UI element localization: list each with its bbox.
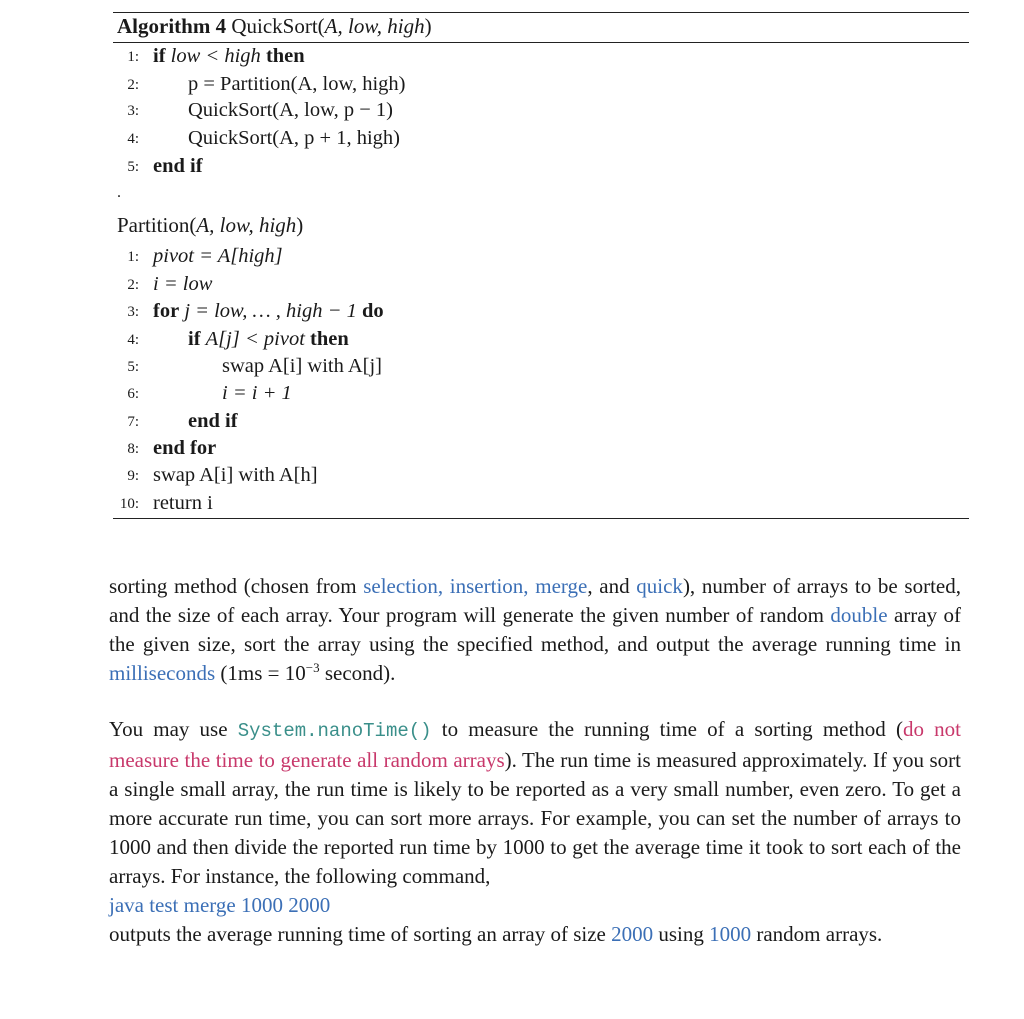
keyword: for — [153, 300, 180, 322]
line-number: 5: — [127, 159, 139, 175]
code-line: return i — [153, 492, 213, 514]
algorithm-args: A, low, high — [324, 14, 425, 38]
text-run: (1ms = 10 — [215, 661, 306, 685]
text-run: outputs the average running time of sorting an array of size — [109, 922, 612, 946]
keyword: end for — [153, 437, 217, 459]
line-number: 6: — [127, 386, 139, 402]
algorithm-header-rule — [113, 42, 969, 43]
line-number: 9: — [127, 468, 139, 484]
text-run: to measure the running time of a sorting method ( — [431, 717, 903, 741]
code-line: QuickSort(A, p + 1, high) — [188, 127, 400, 149]
line-number: 10: — [119, 496, 139, 512]
algorithm-bottom-rule — [113, 518, 969, 519]
paragraph-timing — [109, 715, 961, 949]
algorithm-title — [117, 14, 432, 39]
text-run: array of the given size, sort the array using the specified method, and output the average running time in — [109, 603, 961, 656]
keyword: then — [265, 45, 305, 67]
text-run: random arrays. — [751, 922, 883, 946]
text-run: ), number of arrays to be sorted, and the size of each array. Your program will generate the given number of random — [109, 574, 961, 627]
expression: j = low, … , high − 1 — [184, 300, 357, 322]
keyword: do — [361, 300, 384, 322]
code-line — [153, 154, 203, 178]
algorithm-top-rule — [113, 12, 969, 13]
code-line: p = Partition(A, low, high) — [188, 73, 406, 95]
partition-title — [117, 213, 303, 237]
code-line: QuickSort(A, low, p − 1) — [188, 99, 393, 121]
line-number: 4: — [127, 332, 139, 348]
code-line: i = low — [153, 273, 213, 295]
command-example: java test merge 1000 2000 — [109, 893, 331, 917]
text-run: second). — [319, 661, 396, 685]
line-number: 5: — [127, 359, 139, 375]
code-line — [153, 436, 216, 460]
algorithm-name: QuickSort( — [231, 14, 325, 38]
code-line: swap A[i] with A[j] — [222, 355, 382, 377]
text-run: sorting method (chosen from — [109, 574, 364, 598]
expression: A[j] < pivot — [205, 328, 305, 350]
line-number: 3: — [127, 304, 139, 320]
keyword: if — [153, 45, 166, 67]
array-size-value: 2000 — [611, 922, 654, 946]
expression: low < high — [170, 45, 261, 67]
array-count-value: 1000 — [709, 922, 752, 946]
text-run: You may use — [109, 717, 238, 741]
code-line — [188, 327, 349, 351]
double-type: double — [830, 603, 888, 627]
code-line — [188, 409, 238, 433]
text-run: using — [653, 922, 710, 946]
quick-link: quick — [636, 574, 683, 598]
line-number: 7: — [127, 414, 139, 430]
keyword: if — [188, 328, 201, 350]
warning-text: do not measure the time to generate all random arrays — [109, 717, 961, 772]
separator-dot: . — [117, 184, 121, 201]
line-number: 2: — [127, 277, 139, 293]
line-number: 8: — [127, 441, 139, 457]
code-line — [153, 44, 305, 68]
text-run: , and — [587, 574, 637, 598]
keyword: then — [310, 328, 349, 350]
code-line: swap A[i] with A[h] — [153, 464, 318, 486]
keyword: end if — [153, 155, 203, 177]
code-line — [153, 299, 384, 323]
partition-name: Partition( — [117, 213, 197, 237]
algorithm-label: Algorithm 4 — [117, 14, 227, 38]
paragraph-description — [109, 572, 961, 688]
text-run: ). The run time is measured approximately. If you sort a single small array, the run time is likely to be reported as a very small number, even zero. To get a more accurate run time, you can sort more arrays. For example, you can set the number of arrays to 1000 and then divide the reported run time by 1000 to get the average time it took to sort each of the arrays. For instance, the following command, — [109, 748, 962, 888]
line-number: 2: — [127, 77, 139, 93]
algorithm-close: ) — [424, 14, 432, 38]
code-line: pivot = A[high] — [153, 245, 283, 267]
code-line: i = i + 1 — [222, 382, 292, 404]
exponent: −3 — [305, 660, 320, 675]
line-number: 1: — [127, 249, 139, 265]
partition-args: A, low, high — [196, 213, 297, 237]
line-number: 4: — [127, 131, 139, 147]
keyword: end if — [188, 410, 238, 432]
methods-link: selection, insertion, merge — [363, 574, 588, 598]
code-snippet: System.nanoTime() — [237, 720, 432, 742]
line-number: 1: — [127, 49, 139, 65]
partition-close: ) — [296, 213, 304, 237]
line-number: 3: — [127, 103, 139, 119]
milliseconds-term: milliseconds — [109, 661, 216, 685]
